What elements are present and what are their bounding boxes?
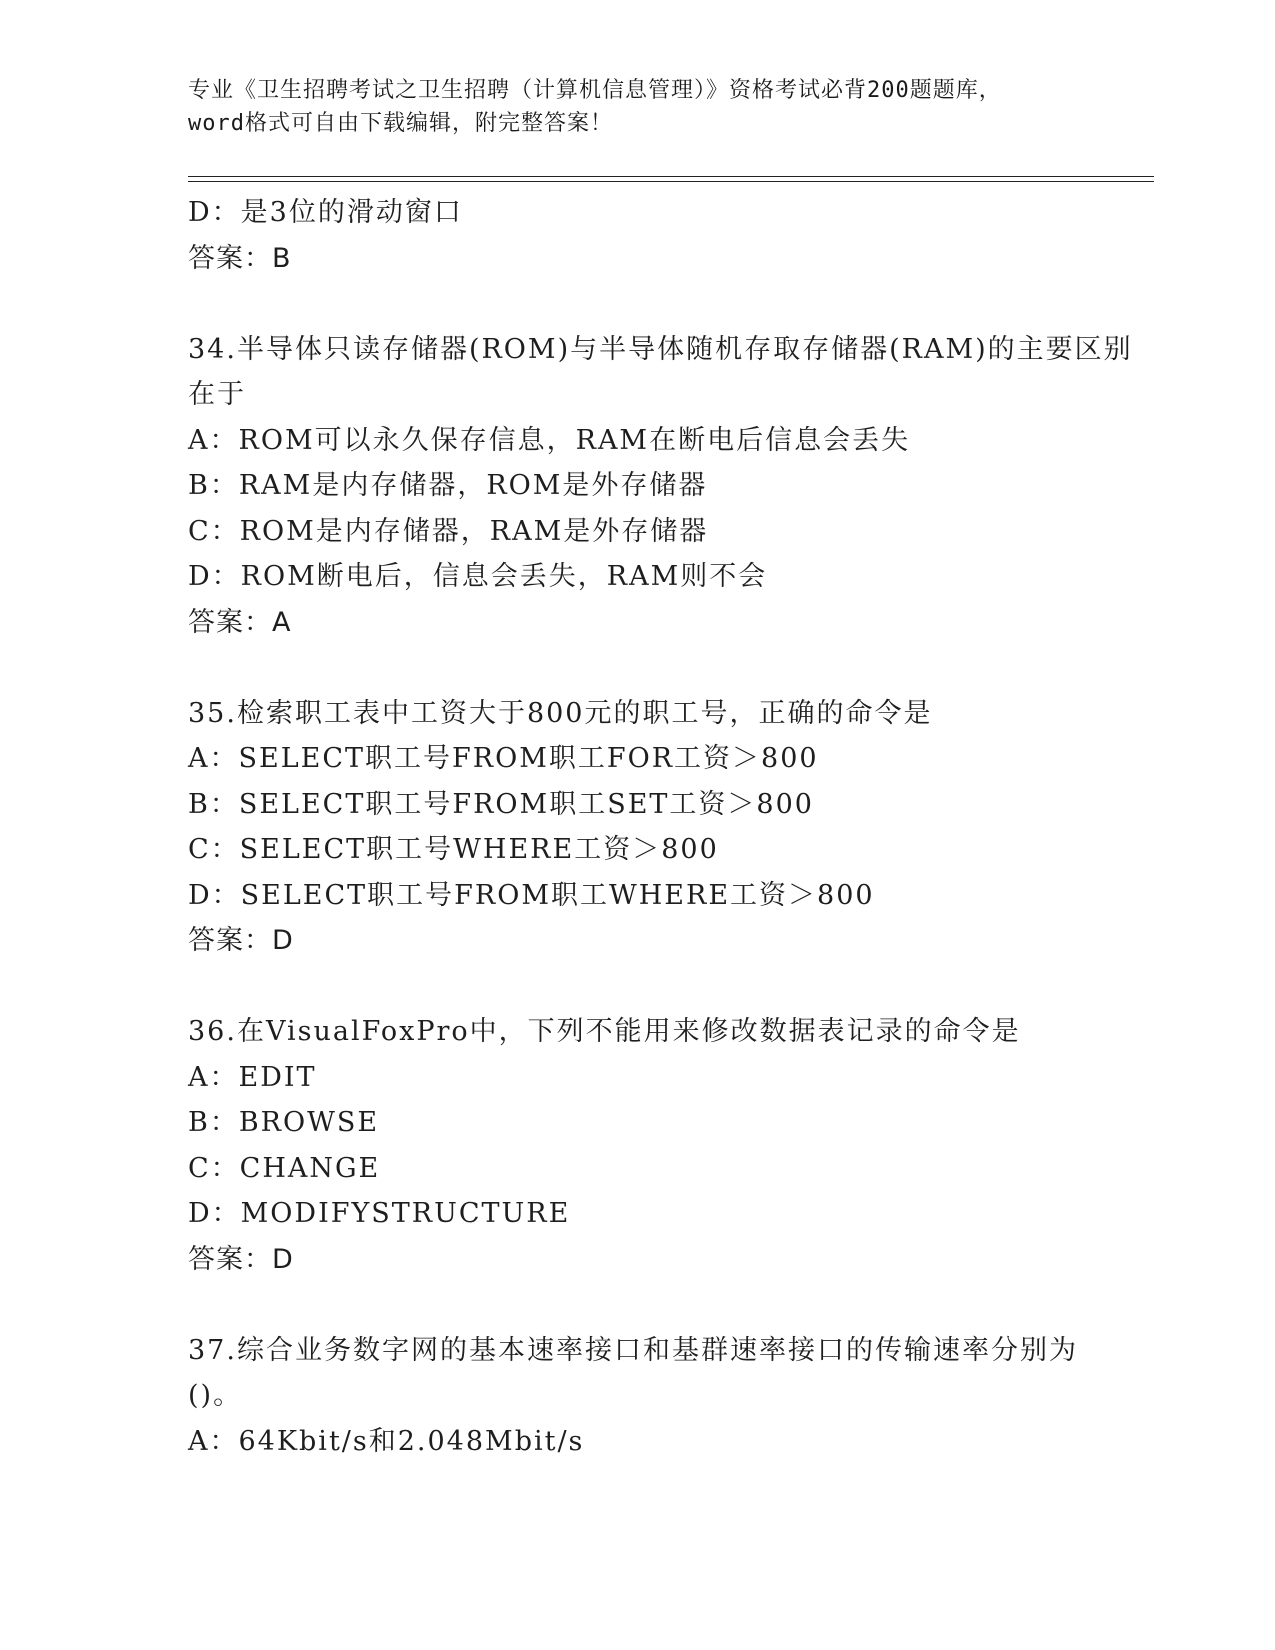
question-36-option-c: C：CHANGE: [188, 1152, 381, 1184]
question-35-option-d: D：SELECT职工号FROM职工WHERE工资＞800: [188, 879, 875, 911]
question-34-stem-continued: 在于: [188, 379, 246, 410]
question-34-option-d: D：ROM断电后，信息会丢失，RAM则不会: [188, 561, 768, 592]
question-34-answer: 答案：A: [188, 606, 292, 638]
spacer: [188, 281, 1088, 327]
question-34-stem: 34.半导体只读存储器(ROM)与半导体随机存取存储器(RAM)的主要区别: [188, 333, 1133, 365]
spacer: [188, 1282, 1088, 1328]
question-34-option-a: A：ROM可以永久保存信息，RAM在断电后信息会丢失: [188, 424, 911, 456]
question-36-option-b: B：BROWSE: [188, 1107, 380, 1138]
question-35-option-b: B：SELECT职工号FROM职工SET工资＞800: [188, 788, 814, 820]
question-36-option-d: D：MODIFYSTRUCTURE: [188, 1198, 571, 1229]
question-37-stem-continued: ()。: [188, 1380, 243, 1411]
question-content: [188, 190, 1133, 1464]
header-divider-bottom: [188, 181, 1154, 182]
question-34-option-c: C：ROM是内存储器，RAM是外存储器: [188, 515, 709, 547]
header-title-line-1: 专业《卫生招聘考试之卫生招聘（计算机信息管理）》资格考试必背200题题库，: [188, 78, 1002, 103]
question-36-option-a: A：EDIT: [188, 1061, 317, 1093]
question-35-option-a: A：SELECT职工号FROM职工FOR工资＞800: [188, 743, 819, 774]
spacer: [188, 645, 1088, 691]
header-divider-top: [188, 176, 1154, 177]
document-header: [188, 74, 1118, 140]
answer-line: 答案：B: [188, 242, 292, 274]
option-d: D：是3位的滑动窗口: [188, 197, 463, 228]
question-35-answer: 答案：D: [188, 925, 294, 956]
question-35-option-c: C：SELECT职工号WHERE工资＞800: [188, 834, 719, 865]
question-36-answer: 答案：D: [188, 1243, 294, 1275]
header-title-line-2: word格式可自由下载编辑，附完整答案！: [188, 111, 613, 136]
question-34-option-b: B：RAM是内存储器，ROM是外存储器: [188, 470, 708, 501]
question-35-stem: 35.检索职工表中工资大于800元的职工号，正确的命令是: [188, 697, 933, 729]
question-36-stem: 36.在VisualFoxPro中，下列不能用来修改数据表记录的命令是: [188, 1016, 1021, 1047]
question-37-option-a: A：64Kbit/s和2.048Mbit/s: [188, 1425, 585, 1457]
spacer: [188, 964, 1088, 1010]
question-37-stem: 37.综合业务数字网的基本速率接口和基群速率接口的传输速率分别为: [188, 1334, 1078, 1366]
